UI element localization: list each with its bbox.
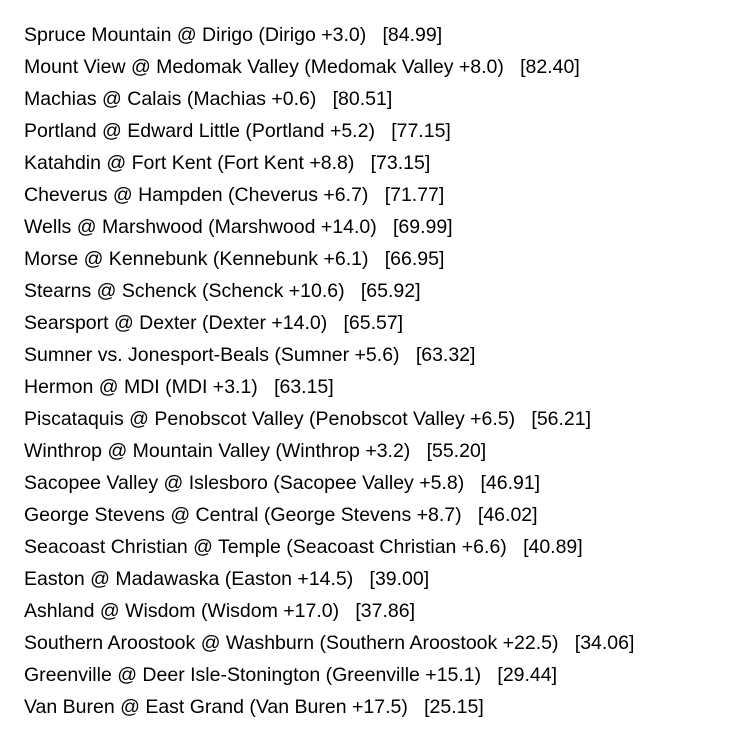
game-score: [25.15] [424, 696, 484, 718]
game-score: [71.77] [384, 184, 445, 206]
game-matchup: Wells @ Marshwood (Marshwood +14.0) [24, 216, 377, 238]
game-matchup: Southern Aroostook @ Washburn (Southern Aroostook +22.5) [24, 632, 559, 654]
game-line [24, 339, 634, 371]
game-line [24, 275, 634, 307]
game-line [24, 19, 634, 51]
game-score: [40.89] [523, 536, 583, 558]
game-line [24, 307, 634, 339]
game-matchup: Greenville @ Deer Isle-Stonington (Greenville +15.1) [24, 664, 482, 686]
game-matchup: Morse @ Kennebunk (Kennebunk +6.1) [24, 248, 369, 270]
game-line [24, 147, 634, 179]
game-matchup: Van Buren @ East Grand (Van Buren +17.5) [24, 696, 408, 718]
game-score: [84.99] [382, 24, 443, 46]
game-line [24, 51, 634, 83]
game-line [24, 499, 634, 531]
game-matchup: Spruce Mountain @ Dirigo (Dirigo +3.0) [24, 24, 367, 46]
game-line [24, 179, 634, 211]
game-matchup: Easton @ Madawaska (Easton +14.5) [24, 568, 354, 590]
game-matchup: Hermon @ MDI (MDI +3.1) [24, 376, 258, 398]
game-line [24, 531, 634, 563]
game-matchup: George Stevens @ Central (George Stevens +8.7) [24, 504, 462, 526]
game-line [24, 211, 634, 243]
game-score: [63.32] [415, 344, 476, 366]
game-score: [46.91] [480, 472, 541, 494]
game-score: [65.57] [343, 312, 404, 334]
game-matchup: Sacopee Valley @ Islesboro (Sacopee Valley +5.8) [24, 472, 465, 494]
game-score: [39.00] [369, 568, 430, 590]
game-score: [80.51] [332, 88, 393, 110]
game-line [24, 403, 634, 435]
game-matchup: Portland @ Edward Little (Portland +5.2) [24, 120, 375, 142]
game-line [24, 595, 634, 627]
game-matchup: Sumner vs. Jonesport-Beals (Sumner +5.6) [24, 344, 400, 366]
game-line [24, 467, 634, 499]
game-score: [55.20] [426, 440, 487, 462]
game-score: [73.15] [370, 152, 431, 174]
game-matchup: Searsport @ Dexter (Dexter +14.0) [24, 312, 328, 334]
game-score: [77.15] [391, 120, 451, 142]
game-matchup: Katahdin @ Fort Kent (Fort Kent +8.8) [24, 152, 355, 174]
game-matchup: Cheverus @ Hampden (Cheverus +6.7) [24, 184, 369, 206]
game-line [24, 83, 634, 115]
game-matchup: Mount View @ Medomak Valley (Medomak Valley +8.0) [24, 56, 504, 78]
game-matchup: Winthrop @ Mountain Valley (Winthrop +3.2) [24, 440, 411, 462]
game-score: [82.40] [520, 56, 580, 78]
game-matchup: Stearns @ Schenck (Schenck +10.6) [24, 280, 345, 302]
game-score: [37.86] [355, 600, 416, 622]
game-matchup: Ashland @ Wisdom (Wisdom +17.0) [24, 600, 340, 622]
game-score: [65.92] [360, 280, 421, 302]
game-matchup: Piscataquis @ Penobscot Valley (Penobscot Valley +6.5) [24, 408, 516, 430]
game-line [24, 563, 634, 595]
game-score: [34.06] [574, 632, 635, 654]
game-score: [29.44] [497, 664, 558, 686]
game-line [24, 435, 634, 467]
game-score: [69.99] [392, 216, 453, 238]
game-line [24, 115, 634, 147]
game-score: [56.21] [531, 408, 592, 430]
game-line [24, 627, 634, 659]
game-line [24, 243, 634, 275]
game-line [24, 691, 634, 723]
game-score: [66.95] [384, 248, 445, 270]
game-score: [46.02] [477, 504, 538, 526]
game-score: [63.15] [274, 376, 334, 398]
game-line [24, 371, 634, 403]
game-matchup: Machias @ Calais (Machias +0.6) [24, 88, 317, 110]
game-line [24, 659, 634, 691]
game-list [24, 19, 634, 723]
game-matchup: Seacoast Christian @ Temple (Seacoast Christian +6.6) [24, 536, 507, 558]
